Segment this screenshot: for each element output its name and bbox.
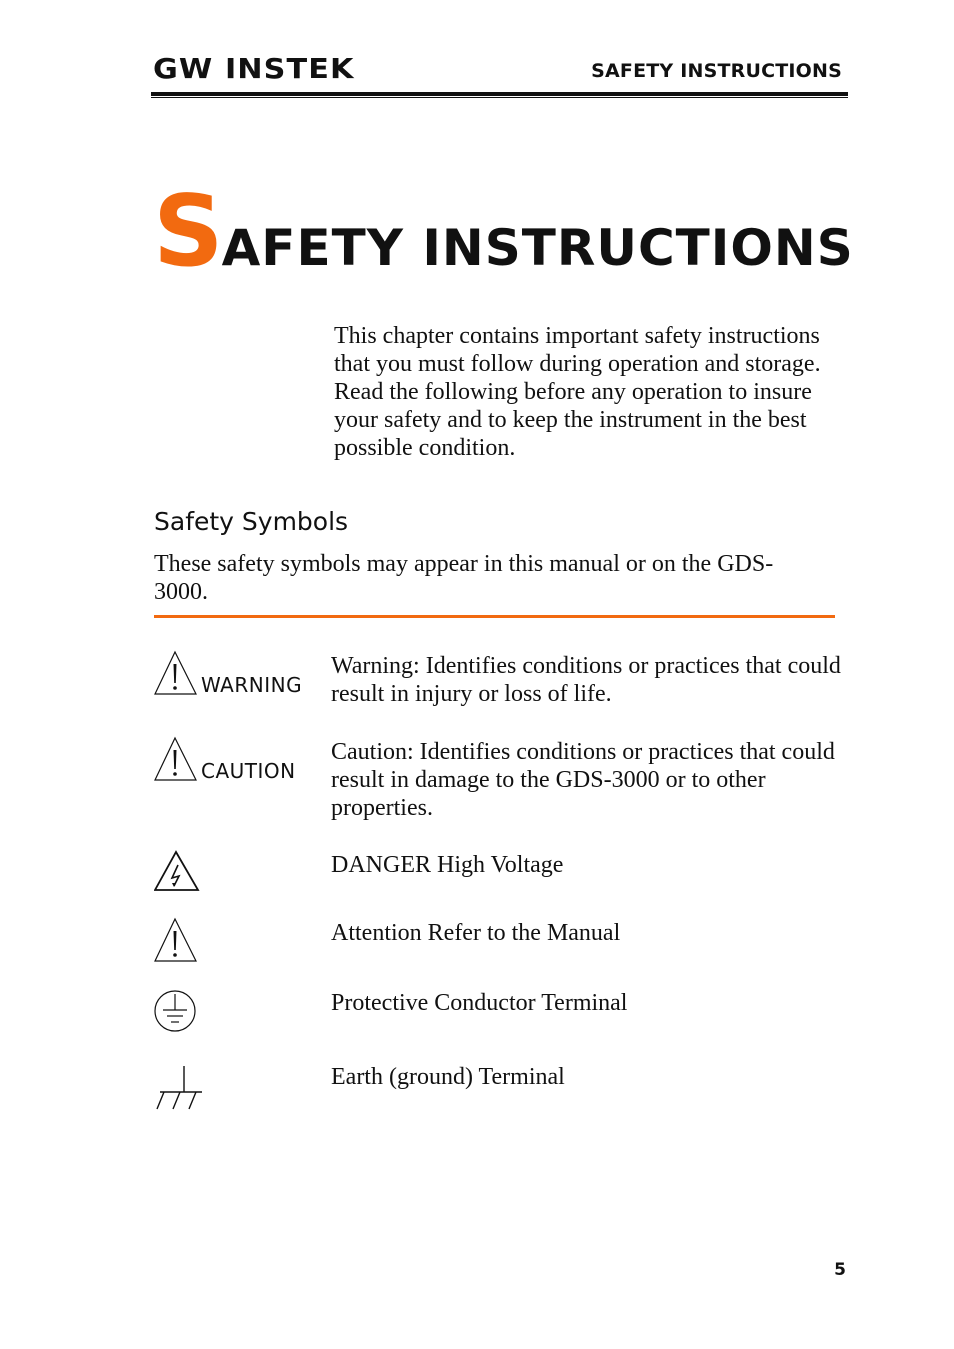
warning-triangle-icon: [154, 650, 198, 696]
brand-logo: GW INSTEK: [153, 52, 355, 85]
attention-description: Attention Refer to the Manual: [331, 920, 621, 946]
warning-description: Warning: Identifies conditions or practices that could result in injury or loss of life.: [331, 653, 841, 707]
running-header-title: SAFETY INSTRUCTIONS: [591, 60, 842, 82]
attention-icon: [154, 917, 198, 963]
header-rule-thin: [151, 97, 848, 98]
earth-ground-description: Earth (ground) Terminal: [331, 1064, 565, 1090]
chapter-intro: This chapter contains important safety instructions that you must follow during operation and storage. Read the following before any operation to insure your safety and to keep the instrument in the best possible condition.: [334, 323, 821, 461]
page-number: 5: [834, 1260, 846, 1280]
caution-description: Caution: Identifies conditions or practices that could result in damage to the GDS-3000 or to other properties.: [331, 739, 835, 821]
chapter-title: [153, 175, 854, 289]
high-voltage-description: DANGER High Voltage: [331, 852, 564, 878]
warning-label: WARNING: [201, 673, 303, 697]
section-heading: Safety Symbols: [154, 507, 349, 536]
earth-ground-icon: [154, 1064, 206, 1112]
chapter-title-rest: AFETY INSTRUCTIONS: [221, 219, 854, 277]
caution-label: CAUTION: [201, 759, 296, 783]
high-voltage-icon: [154, 850, 200, 892]
caution-triangle-icon: [154, 736, 198, 782]
section-description: These safety symbols may appear in this manual or on the GDS-3000.: [154, 551, 774, 605]
chapter-title-initial: S: [153, 175, 222, 289]
section-divider: [154, 615, 835, 618]
header-rule: [151, 92, 848, 96]
protective-conductor-description: Protective Conductor Terminal: [331, 990, 628, 1016]
protective-conductor-icon: [154, 988, 198, 1034]
